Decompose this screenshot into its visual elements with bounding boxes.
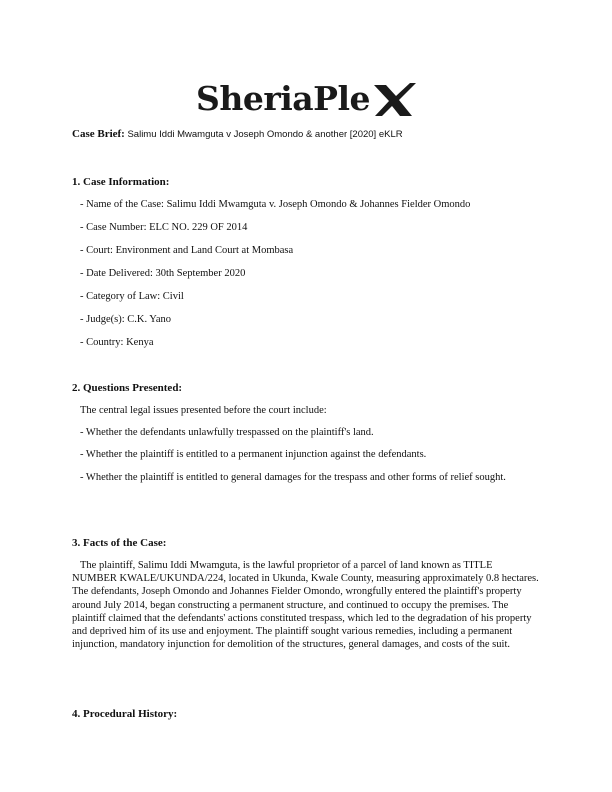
case-name-item: - Name of the Case: Salimu Iddi Mwamguta v. Joseph Omondo & Johannes Fielder Omondo: [80, 199, 471, 210]
facts-body: The plaintiff, Salimu Iddi Mwamguta, is the lawful proprietor of a parcel of land known as TITLE NUMBER KWALE/UKUNDA/224, located in Ukunda, Kwale County, measuring approximately 0.8 hectares. The defendants, Joseph Omondo and Johannes Fielder Omondo, wrongfully entered the plaintiff's property around July 2014, began constructing a permanent structure, and continued to occupy the premises. The plaintiff claimed that the defendants' actions constituted trespass, which led to the degradation of his property and deprived him of its use and enjoyment. The plaintiff sought various remedies, including a permanent injunction, mandatory injunction for demolition of the structures, general damages, and costs of the suit.: [72, 560, 539, 651]
case-number-item: - Case Number: ELC NO. 229 OF 2014: [80, 222, 248, 233]
facts-heading: 3. Facts of the Case:: [72, 537, 167, 549]
date-delivered-item: - Date Delivered: 30th September 2020: [80, 268, 246, 279]
case-information-heading: 1. Case Information:: [72, 176, 170, 188]
country-item: - Country: Kenya: [80, 337, 154, 348]
procedural-history-heading: 4. Procedural History:: [72, 708, 178, 720]
questions-intro: The central legal issues presented before the court include:: [80, 405, 327, 416]
procedural-history-section: [72, 707, 540, 721]
case-brief-title: Salimu Iddi Mwamguta v Joseph Omondo & another [2020] eKLR: [127, 129, 403, 140]
court-item: - Court: Environment and Land Court at Mombasa: [80, 245, 294, 256]
case-brief-line: [72, 128, 403, 140]
question-damages: - Whether the plaintiff is entitled to general damages for the trespass and other forms of relief sought.: [80, 471, 506, 483]
facts-section: [72, 536, 540, 651]
questions-presented-section: [72, 381, 540, 484]
x-mark-icon: [372, 82, 418, 118]
question-injunction: - Whether the plaintiff is entitled to a permanent injunction against the defendants.: [80, 449, 427, 461]
category-item: - Category of Law: Civil: [80, 291, 184, 302]
question-trespass: - Whether the defendants unlawfully trespassed on the plaintiff's land.: [80, 427, 374, 439]
case-brief-label: Case Brief:: [72, 128, 125, 140]
sheriaplex-logo: [196, 76, 426, 122]
logo-text: SheriaPle: [196, 79, 370, 118]
judges-item: - Judge(s): C.K. Yano: [80, 314, 172, 325]
case-information-section: [72, 175, 540, 349]
questions-presented-heading: 2. Questions Presented:: [72, 382, 183, 394]
